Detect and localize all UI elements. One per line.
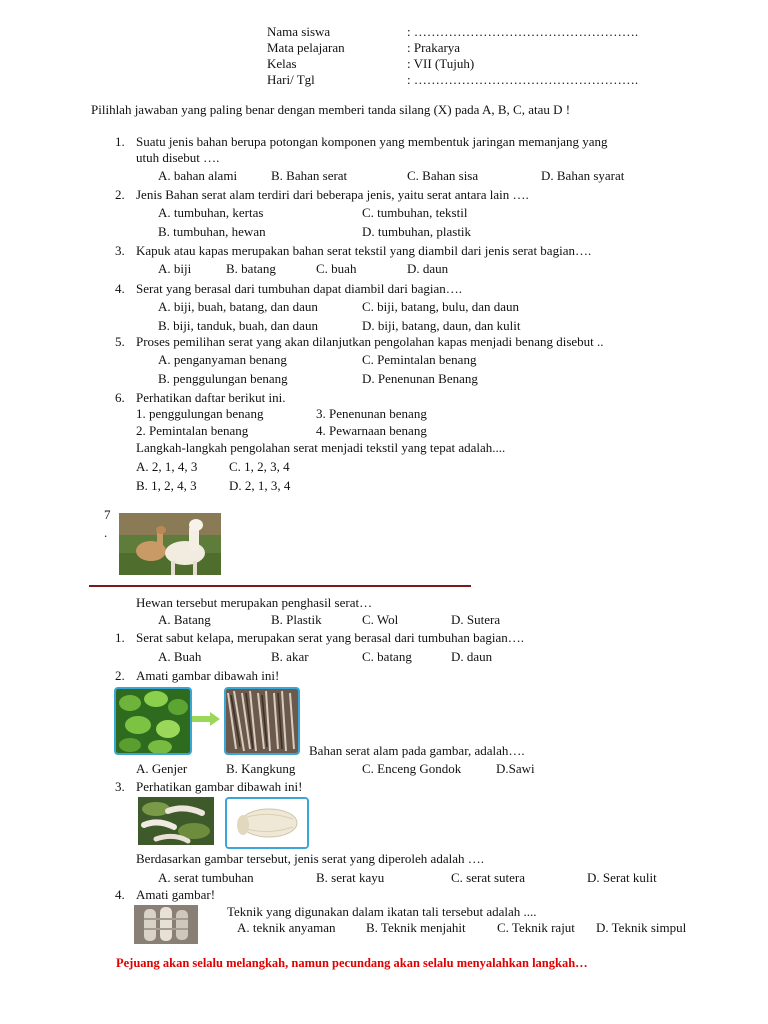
q5-option-b[interactable]: B. penggulungan benang — [158, 371, 288, 386]
q9-option-b[interactable]: B. Kangkung — [226, 761, 296, 776]
q8-option-b[interactable]: B. akar — [271, 649, 309, 664]
q6-item-3: 3. Penenunan benang — [316, 406, 427, 421]
q5-option-d[interactable]: D. Penenunan Benang — [362, 371, 478, 386]
q3-option-a[interactable]: A. biji — [158, 261, 192, 276]
q8-option-c[interactable]: C. batang — [362, 649, 412, 664]
q6-text: Perhatikan daftar berikut ini. — [136, 390, 286, 405]
q10-option-b[interactable]: B. serat kayu — [316, 870, 385, 885]
q6-number: 6. — [115, 390, 125, 405]
q6-item-1: 1. penggulungan benang — [136, 406, 264, 421]
q3-text: Kapuk atau kapas merupakan bahan serat tekstil yang diambil dari jenis serat bagian…. — [136, 243, 592, 258]
q6-option-b[interactable]: B. 1, 2, 4, 3 — [136, 478, 197, 493]
q10-option-d[interactable]: D. Serat kulit — [587, 870, 657, 885]
q10-number: 3. — [115, 779, 125, 794]
q6-option-d[interactable]: D. 2, 1, 3, 4 — [229, 478, 291, 493]
q9-option-c[interactable]: C. Enceng Gondok — [362, 761, 462, 776]
q10-option-c[interactable]: C. serat sutera — [451, 870, 526, 885]
q3-option-c[interactable]: C. buah — [316, 261, 357, 276]
section-divider — [89, 585, 471, 587]
q7-option-d[interactable]: D. Sutera — [451, 612, 501, 627]
q9-number: 2. — [115, 668, 125, 683]
q1-option-a[interactable]: A. bahan alami — [158, 168, 238, 183]
q1-text-line2: utuh disebut …. — [136, 150, 220, 165]
q7-number: 7 — [104, 507, 111, 522]
class-label: Kelas — [267, 56, 297, 71]
q5-option-a[interactable]: A. penganyaman benang — [158, 352, 287, 367]
q2-option-b[interactable]: B. tumbuhan, hewan — [158, 224, 266, 239]
q6-item-2: 2. Pemintalan benang — [136, 423, 249, 438]
q6-item-4: 4. Pewarnaan benang — [316, 423, 427, 438]
q1-option-d[interactable]: D. Bahan syarat — [541, 168, 625, 183]
q2-option-d[interactable]: D. tumbuhan, plastik — [362, 224, 472, 239]
q2-number: 2. — [115, 187, 125, 202]
q11-option-b[interactable]: B. Teknik menjahit — [366, 920, 466, 935]
water-hyacinth-photo — [114, 687, 192, 755]
q9-option-d[interactable]: D.Sawi — [496, 761, 535, 776]
q7-number-dot: . — [104, 525, 108, 540]
q8-number: 1. — [115, 630, 125, 645]
q8-option-a[interactable]: A. Buah — [158, 649, 202, 664]
q6-option-a[interactable]: A. 2, 1, 4, 3 — [136, 459, 198, 474]
class-value: : VII (Tujuh) — [407, 56, 475, 71]
q4-option-b[interactable]: B. biji, tanduk, buah, dan daun — [158, 318, 318, 333]
q6-text2: Langkah-langkah pengolahan serat menjadi tekstil yang tepat adalah.... — [136, 440, 506, 455]
q3-number: 3. — [115, 243, 125, 258]
q4-number: 4. — [115, 281, 125, 296]
cocoon-photo — [225, 797, 309, 849]
alpaca-photo — [119, 513, 221, 575]
q5-number: 5. — [115, 334, 125, 349]
q3-option-d[interactable]: D. daun — [407, 261, 449, 276]
instruction: Pilihlah jawaban yang paling benar dengan memberi tanda silang (X) pada A, B, C, atau D ! — [91, 102, 571, 117]
q4-option-c[interactable]: C. biji, batang, bulu, dan daun — [362, 299, 520, 314]
q7-option-a[interactable]: A. Batang — [158, 612, 211, 627]
q8-text: Serat sabut kelapa, merupakan serat yang berasal dari tumbuhan bagian…. — [136, 630, 525, 645]
q10-text: Perhatikan gambar dibawah ini! — [136, 779, 303, 794]
subject-label: Mata pelajaran — [267, 40, 345, 55]
q4-option-a[interactable]: A. biji, buah, batang, dan daun — [158, 299, 318, 314]
q11-option-a[interactable]: A. teknik anyaman — [237, 920, 336, 935]
q4-text: Serat yang berasal dari tumbuhan dapat diambil dari bagian…. — [136, 281, 462, 296]
q3-option-b[interactable]: B. batang — [226, 261, 276, 276]
q7-option-b[interactable]: B. Plastik — [271, 612, 322, 627]
footer-quote: Pejuang akan selalu melangkah, namun pecundang akan selalu menyalahkan langkah… — [116, 956, 588, 970]
q1-option-c[interactable]: C. Bahan sisa — [407, 168, 479, 183]
q9-option-a[interactable]: A. Genjer — [136, 761, 188, 776]
arrow-icon — [192, 712, 220, 726]
q10-text2: Berdasarkan gambar tersebut, jenis serat yang diperoleh adalah …. — [136, 851, 484, 866]
q1-text-line1: Suatu jenis bahan berupa potongan komponen yang membentuk jaringan memanjang yang — [136, 134, 608, 149]
dried-fiber-photo — [224, 687, 300, 755]
q9-text2: Bahan serat alam pada gambar, adalah…. — [309, 743, 525, 758]
q8-option-d[interactable]: D. daun — [451, 649, 493, 664]
q11-option-d[interactable]: D. Teknik simpul — [596, 920, 687, 935]
date-label: Hari/ Tgl — [267, 72, 315, 87]
q11-option-c[interactable]: C. Teknik rajut — [497, 920, 575, 935]
name-label: Nama siswa — [267, 24, 331, 39]
q2-text: Jenis Bahan serat alam terdiri dari beberapa jenis, yaitu serat antara lain …. — [136, 187, 529, 202]
q5-text: Proses pemilihan serat yang akan dilanjutkan pengolahan kapas menjadi benang disebut .. — [136, 334, 604, 349]
q4-option-d[interactable]: D. biji, batang, daun, dan kulit — [362, 318, 521, 333]
q5-option-c[interactable]: C. Pemintalan benang — [362, 352, 477, 367]
q7-option-c[interactable]: C. Wol — [362, 612, 399, 627]
rope-knot-photo — [134, 905, 198, 944]
name-field[interactable]: : ……………………………………………. — [407, 24, 639, 39]
q2-option-a[interactable]: A. tumbuhan, kertas — [158, 205, 264, 220]
q2-option-c[interactable]: C. tumbuhan, tekstil — [362, 205, 468, 220]
q6-option-c[interactable]: C. 1, 2, 3, 4 — [229, 459, 290, 474]
q11-text: Amati gambar! — [136, 887, 216, 902]
date-field[interactable]: : ……………………………………………. — [407, 72, 639, 87]
silkworm-photo — [138, 797, 214, 845]
q9-text: Amati gambar dibawah ini! — [136, 668, 280, 683]
subject-value: : Prakarya — [407, 40, 461, 55]
q7-text: Hewan tersebut merupakan penghasil serat… — [136, 595, 373, 610]
q1-number: 1. — [115, 134, 125, 149]
q1-option-b[interactable]: B. Bahan serat — [271, 168, 348, 183]
q11-text2: Teknik yang digunakan dalam ikatan tali tersebut adalah .... — [227, 904, 537, 919]
q10-option-a[interactable]: A. serat tumbuhan — [158, 870, 254, 885]
q11-number: 4. — [115, 887, 125, 902]
